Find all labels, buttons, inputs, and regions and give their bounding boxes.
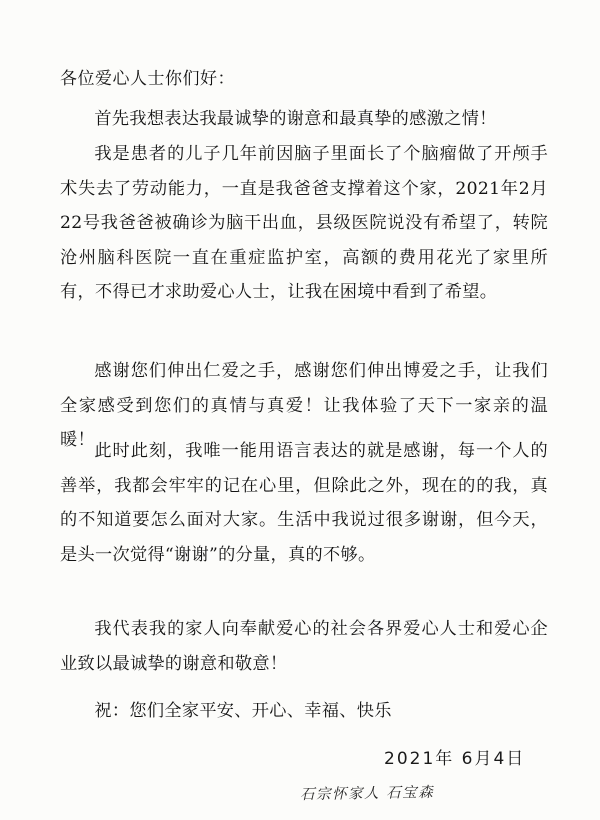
letter-signature: 石宗怀家人 石宝森 bbox=[299, 784, 435, 804]
letter-salutation: 各位爱心人士你们好： bbox=[60, 69, 235, 89]
letter-date: 2021年 6月4日 bbox=[384, 749, 526, 769]
letter-paragraph-tribute: 我代表我的家人向奉献爱心的社会各界爱心人士和爱心企业致以最诚挚的谢意和敬意！ bbox=[60, 619, 548, 674]
letter-paragraph-gratitude: 首先我想表达我最诚挚的谢意和最真挚的感激之情！ bbox=[94, 109, 497, 129]
letter-paragraph-feelings: 此时此刻，我唯一能用语言表达的就是感谢，每一个人的善举，我都会牢牢的记在心里，但除此之外，现在的的我，真的不知道要怎么面对大家。生活中我说过很多谢谢，但今天，是头一次觉得“谢谢”的分量，真的不够。 bbox=[60, 441, 548, 565]
letter-paragraph-thanks: 感谢您们伸出仁爱之手，感谢您们伸出博爱之手，让我们全家感受到您们的真情与真爱！让我体验了天下一家亲的温暖！ bbox=[60, 361, 548, 450]
letter-paragraph-wishes: 祝：您们全家平安、开心、幸福、快乐 bbox=[94, 701, 392, 721]
letter-paragraph-situation: 我是患者的儿子几年前因脑子里面长了个脑瘤做了开颅手术失去了劳动能力，一直是我爸爸支撑着这个家，2021年2月22号我爸爸被确诊为脑干出血，县级医院说没有希望了，转院沧州脑科医院一直在重症监护室，高额的费用花光了家里所有，不得已才求助爱心人士，让我在困境中看到了希望。 bbox=[60, 144, 548, 302]
